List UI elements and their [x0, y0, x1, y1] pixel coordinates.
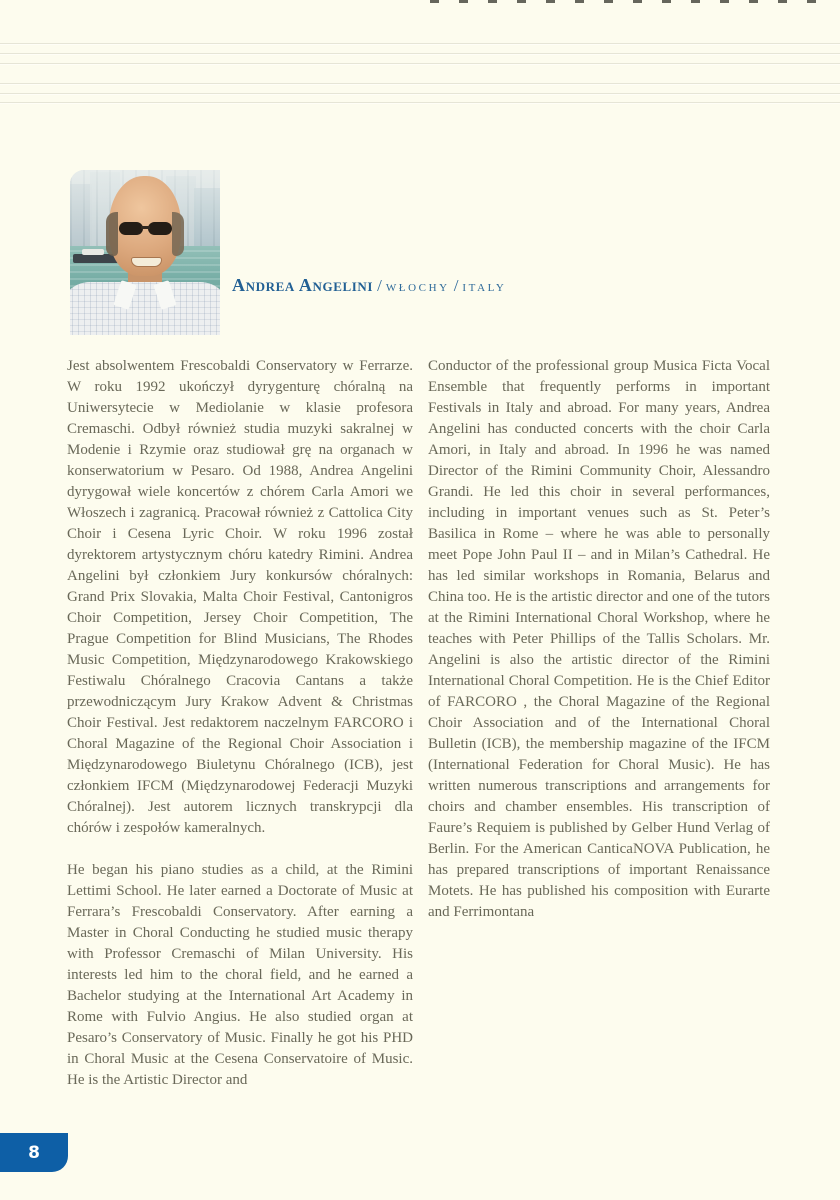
- smile: [131, 257, 162, 267]
- portrait-photo: [70, 170, 220, 335]
- byline-separator: /: [453, 276, 459, 295]
- country-english: italy: [462, 279, 507, 295]
- staff-line: [0, 43, 840, 44]
- staff-line: [0, 63, 840, 64]
- page-number-badge: [0, 1133, 68, 1172]
- bio-paragraph-english-continued: Conductor of the professional group Musica Ficta Vocal Ensemble that frequently performs in important Festivals in Italy and abroad. For many years, Andrea Angelini has conducted concerts with the choir Carla Amori, in Italy and abroad. In 1996 he was named Director of the Rimini Community Choir, Alessandro Grandi. He led this choir in several performances, including in important venues such as St. Peter’s Basilica in Rome – where he was able to personally meet Pope John Paul II – and in Milan’s Cathedral. He has led similar workshops in Romania, Belarus and China too. He is the artistic director and one of the tutors at the Rimini International Choral Workshop, where he teaches with Peter Phillips of the Tallis Scholars. Mr. Angelini is also the artistic director of the Rimini International Choral Competition. He is the Chief Editor of FARCORO , the Choral Magazine of the Regional Choir Association and of the International Choral Bulletin (ICB), the membership magazine of the IFCM (International Federation for Choral Music). He has written numerous transcriptions and arrangements for choirs and chamber ensembles. His transcription of Faure’s Requiem is published by Gelber Hund Verlag of Berlin. For the American CanticaNOVA Publication, he has prepared transcriptions of important Renaissance Motets. He has published his composition with Eurarte and Ferrimontana: [428, 358, 770, 920]
- scan-artifact-marks: [430, 0, 832, 3]
- left-text-column: [67, 356, 413, 1112]
- staff-line: [0, 102, 840, 103]
- bio-paragraph-english: He began his piano studies as a child, at the Rimini Lettimi School. He later earned a Doctorate of Music at Ferrara’s Frescobaldi Conservatory. After earning a Master in Choral Conducting he studied music therapy with Professor Cremaschi of Milan University. His interests led him to the choral field, and he earned a Bachelor studying at the International Art Academy in Rome with Fulvio Angius. He also studied organ at Pesaro’s Conservatory of Music. Finally he got his PHD in Choral Music at the Cesena Conservatoire of Music. He is the Artistic Director and: [67, 862, 413, 1088]
- sunglasses-left-lens: [119, 222, 143, 235]
- hair-left: [106, 212, 118, 256]
- byline-separator: /: [377, 276, 382, 295]
- byline: [232, 275, 506, 296]
- sunglasses-bridge: [141, 226, 150, 229]
- country-polish: włochy: [385, 279, 450, 295]
- hair-right: [172, 212, 184, 256]
- person-name: Andrea Angelini: [232, 275, 374, 295]
- staff-line: [0, 83, 840, 84]
- staff-line: [0, 93, 840, 94]
- checked-shirt: [70, 282, 220, 335]
- bio-paragraph-polish: Jest absolwentem Frescobaldi Conservatory w Ferrarze. W roku 1992 ukończył dyrygenturę chóralną na Uniwersytecie w Mediolanie w klasie profesora Cremaschi. Odbył również studia muzyki sakralnej w Modenie i Rzymie oraz studiował grę na organach w konserwatorium w Pesaro. Od 1988, Andrea Angelini dyrygował wiele koncertów z chórem Carla Amori we Włoszech i zagranicą. Pracował również z Cattolica City Choir i Cesena Lyric Choir. W roku 1996 został dyrektorem artystycznym chóru katedry Rimini. Andrea Angelini był członkiem Jury konkursów chóralnych: Grand Prix Slovakia, Malta Choir Festival, Cantonigros Choir Competition, Jersey Choir Competition, The Prague Competition for Blind Musicians, The Rhodes Music Competition, Międzynarodowego Krakowskiego Festiwalu Chóralnego Cracovia Cantans a także przewodniczącym Jury Krakow Advent & Christmas Choir Festival. Jest redaktorem naczelnym FARCORO i Choral Magazine of the Regional Choir Association i Międzynarodowego Biuletynu Chóralnego (ICB), jest członkiem IFCM (Międzynarodowej Federacji Muzyki Chóralnej). Jest autorem licznych transkrypcji dla chórów i zespołów kameralnych.: [67, 358, 413, 836]
- boat-cabin: [82, 249, 104, 255]
- page-number: 8: [28, 1142, 40, 1163]
- sunglasses-right-lens: [148, 222, 172, 235]
- staff-line: [0, 53, 840, 54]
- right-text-column: [428, 356, 770, 944]
